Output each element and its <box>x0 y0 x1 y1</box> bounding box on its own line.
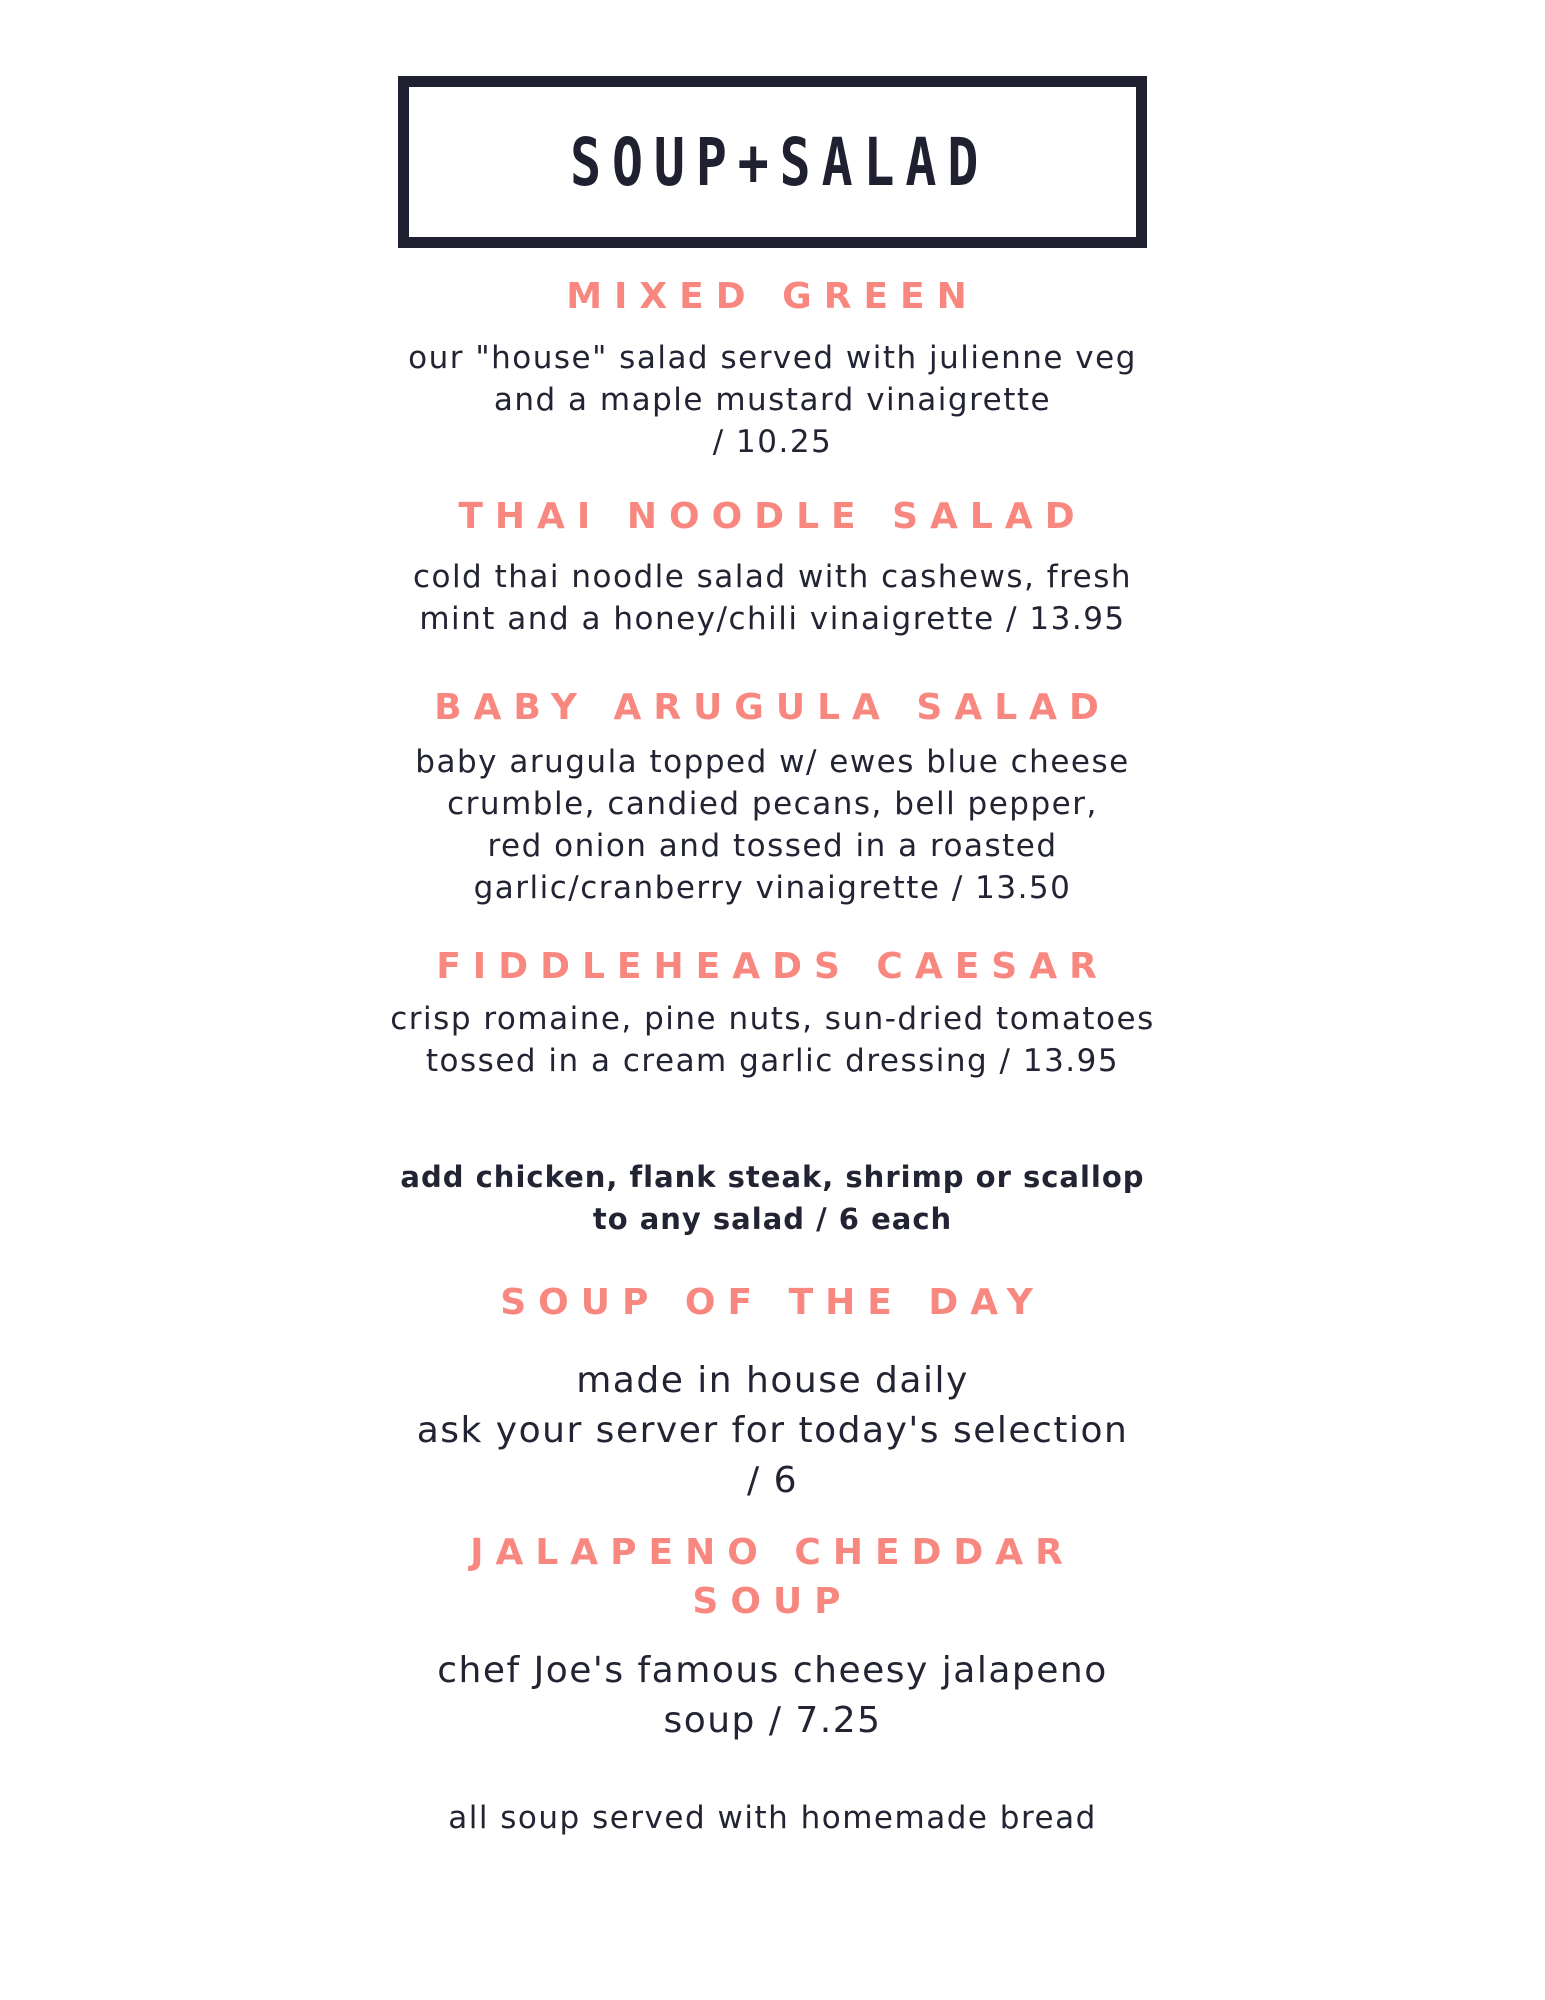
item-heading-jalapeno-cheddar-soup: JALAPENO CHEDDAR <box>470 1532 1075 1573</box>
item-description-line: made in house daily <box>576 1360 969 1401</box>
item-description-line: crisp romaine, pine nuts, sun-dried tomatoes <box>390 1001 1155 1037</box>
item-heading-baby-arugula-salad: BABY ARUGULA SALAD <box>434 687 1111 728</box>
salad-addon-note: to any salad / 6 each <box>592 1202 953 1236</box>
item-description-line: chef Joe's famous cheesy jalapeno <box>437 1650 1108 1691</box>
item-description-line: cold thai noodle salad with cashews, fresh <box>412 559 1133 595</box>
item-description-line: garlic/cranberry vinaigrette / 13.50 <box>473 870 1072 906</box>
item-description-line: and a maple mustard vinaigrette <box>493 382 1052 418</box>
item-heading-mixed-green: MIXED GREEN <box>566 276 979 317</box>
item-description-line: tossed in a cream garlic dressing / 13.95 <box>425 1043 1120 1079</box>
menu-title-box <box>398 76 1147 248</box>
item-heading-fiddleheads-caesar: FIDDLEHEADS CAESAR <box>436 946 1109 987</box>
item-description-line: ask your server for today's selection <box>416 1410 1129 1451</box>
salad-addon-note: add chicken, flank steak, shrimp or scallop <box>400 1160 1145 1194</box>
item-description-line: mint and a honey/chili vinaigrette / 13.95 <box>419 601 1126 637</box>
item-heading-jalapeno-cheddar-soup: SOUP <box>692 1581 853 1622</box>
item-price: / 10.25 <box>712 424 833 460</box>
item-price: / 6 <box>747 1460 798 1501</box>
item-heading-thai-noodle-salad: THAI NOODLE SALAD <box>458 496 1087 537</box>
item-heading-soup-of-the-day: SOUP OF THE DAY <box>500 1282 1045 1323</box>
item-description-line: baby arugula topped w/ ewes blue cheese <box>415 744 1130 780</box>
item-description-line: crumble, candied pecans, bell pepper, <box>447 786 1098 822</box>
item-description-line: soup / 7.25 <box>663 1700 882 1741</box>
menu-footer-note: all soup served with homemade bread <box>448 1800 1097 1836</box>
item-description-line: red onion and tossed in a roasted <box>487 828 1058 864</box>
menu-title: SOUP+SALAD <box>569 123 990 201</box>
item-description-line: our "house" salad served with julienne veg <box>408 340 1137 376</box>
